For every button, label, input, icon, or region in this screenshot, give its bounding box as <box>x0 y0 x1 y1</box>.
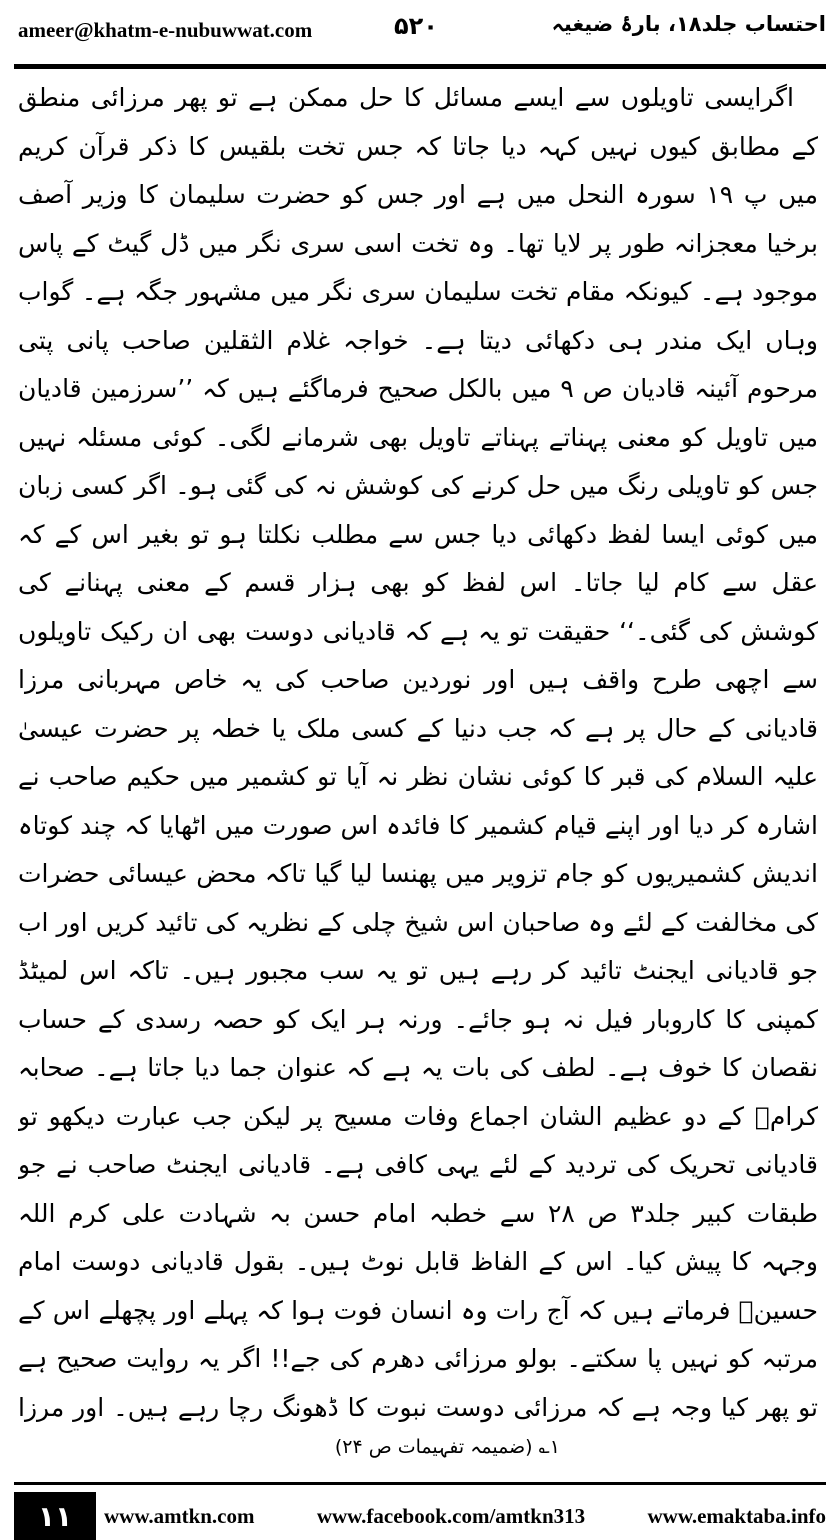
body-paragraph: اگرایسی تاویلوں سے ایسے مسائل کا حل ممکن ہے تو پھر مرزائی منطق کے مطابق کیوں نہیں کہہ دیا جاتا کہ جس تخت بلقیس کا ذکر قرآن کریم میں پ ۱۹ سورہ النحل میں ہے اور جس کو حضرت سلیمان کا وزیر آصف برخیا معجزانہ طور پر لایا تھا۔ وہ تخت اسی سری نگر میں ڈل گیٹ کے پاس موجود ہے۔ کیونکہ مقام تخت سلیمان سری نگر میں مشہور جگہ ہے۔ گواب وہاں ایک مندر ہی دکھائی دیتا ہے۔ خواجہ غلام الثقلین صاحب پانی پتی مرحوم آئینہ قادیان ص ۹ میں بالکل صحیح فرماگئے ہیں کہ ’’سرزمین قادیان میں تاویل کو معنی پہناتے پہناتے تاویل بھی شرمانے لگی۔ کوئی مسئلہ نہیں جس کو تاویلی رنگ میں حل کرنے کی کوشش نہ کی گئی ہو۔ اگر کسی زبان میں کوئی ایسا لفظ دکھائی دیا جس سے مطلب نکلتا ہو تو بغیر اس کے کہ عقل سے کام لیا جاتا۔ اس لفظ کو بھی ہزار قسم کے معنی پہنانے کی کوشش کی گئی۔‘‘ حقیقت تو یہ ہے کہ قادیانی دوست بھی ان رکیک تاویلوں سے اچھی طرح واقف ہیں اور نوردین صاحب کی یہ خاص مہربانی مرزا قادیانی کے حال پر ہے کہ جب دنیا کے کسی ملک یا خطہ پر حضرت عیسیٰ علیہ السلام کی قبر کا کوئی نشان نظر نہ آیا تو کشمیر میں حکیم صاحب نے اشارہ کر دیا اور اپنے قیام کشمیر کا فائدہ اس صورت میں اٹھایا کہ چند کوتاہ اندیش کشمیریوں کو جام تزویر میں پھنسا لیا گیا تاکہ محض عیسائی حضرات کی مخالفت کے لئے وہ صاحبان اس شیخ چلی کے نظریہ کی تائید کریں اور اب جو قادیانی ایجنٹ تائید کر رہے ہیں تو یہ سب مجبور ہیں۔ تاکہ اس لمیٹڈ کمپنی کا کاروبار فیل نہ ہو جائے۔ ورنہ ہر ایک کو حصہ رسدی کے حساب نقصان کا خوف ہے۔ لطف کی بات یہ ہے کہ عنوان جما دیا جاتا ہے۔ صحابہ کرامؓ کے دو عظیم الشان اجماع وفات مسیح پر لیکن جب عبارت دیکھو تو قادیانی تحریک کی تردید کے لئے یہی کافی ہے۔ قادیانی ایجنٹ صاحب نے جو طبقات کبیر جلد۳ ص ۲۸ سے خطبہ امام حسن بہ شہادت علی کرم اللہ وجہہ کا پیش کیا۔ اس کے الفاظ قابل نوٹ ہیں۔ بقول قادیانی دوست امام حسینؓ فرماتے ہیں کہ آج رات وہ انسان فوت ہوا کہ پہلے اور پچھلے اس کے مرتبہ کو نہیں پا سکتے۔ بولو مرزائی دھرم کی جے!! اگر یہ روایت صحیح ہے تو پھر کیا وجہ ہے کہ مرزائی دوست نبوت کا ڈھونگ رچا رہے ہیں۔ اور مرزا <box>18 83 818 1422</box>
folio-number: ۱۱ <box>14 1492 96 1540</box>
book-title: احتساب جلد۱۸، بارۂ ضیغیہ <box>551 12 826 36</box>
footer-rule <box>14 1482 826 1485</box>
body-text <box>18 74 818 1434</box>
footer-link-facebook[interactable]: www.facebook.com/amtkn313 <box>316 1503 586 1528</box>
page-number: ۵۲۰ <box>394 12 438 40</box>
page-footer <box>14 1482 826 1540</box>
footer-link-emaktaba[interactable]: www.emaktaba.info <box>647 1503 826 1528</box>
footer-link-amtkn[interactable]: www.amtkn.com <box>104 1503 255 1528</box>
page-header <box>14 0 826 62</box>
footer-links <box>104 1492 826 1540</box>
header-rule <box>14 64 826 69</box>
footnote: ۱؎ (ضمیمہ تفہیمات ص ۲۴) <box>334 1436 560 1458</box>
header-email[interactable]: ameer@khatm-e-nubuwwat.com <box>18 18 313 42</box>
